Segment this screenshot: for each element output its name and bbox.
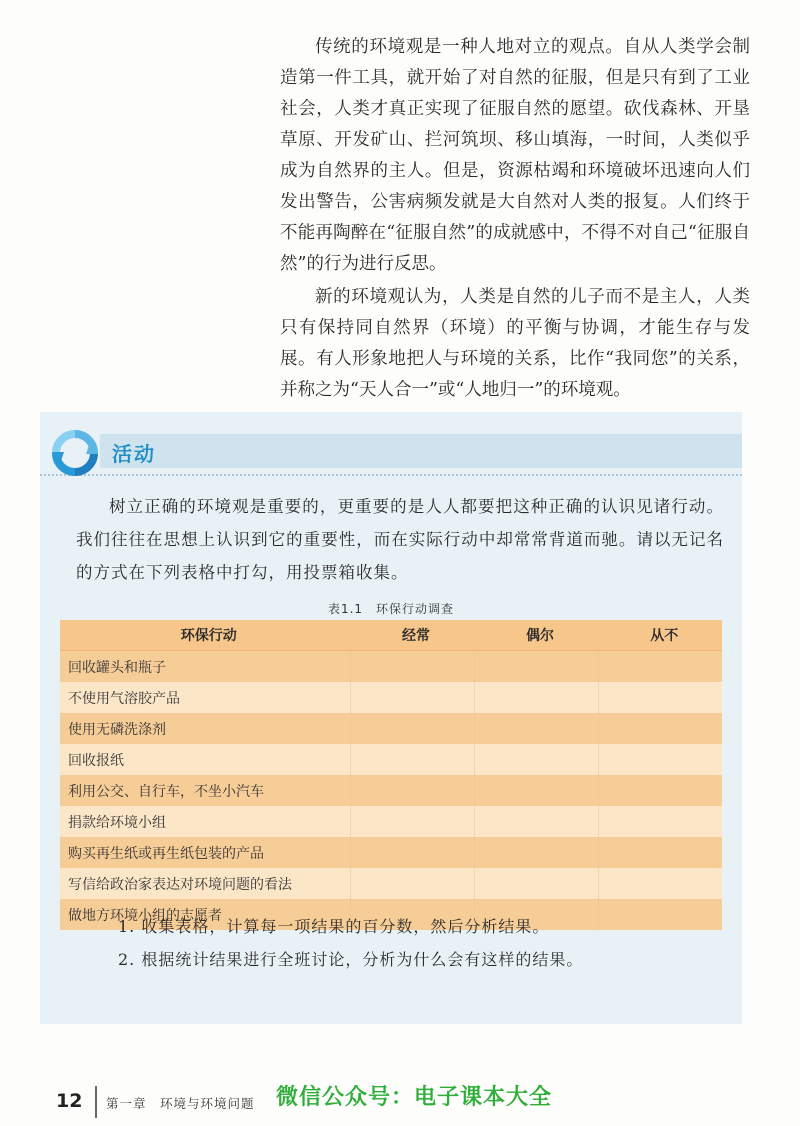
table-row bbox=[60, 868, 722, 899]
activity-header-band bbox=[100, 434, 742, 468]
page-number: 12 bbox=[56, 1090, 83, 1112]
intro-text bbox=[280, 32, 750, 408]
header-sometimes: 偶尔 bbox=[474, 620, 598, 651]
table-header-row bbox=[60, 620, 722, 651]
table-caption: 表1.1 环保行动调查 bbox=[327, 602, 455, 616]
cell-often[interactable] bbox=[350, 806, 474, 837]
cell-never[interactable] bbox=[598, 651, 722, 683]
row-action-label: 使用无磷洗涤剂 bbox=[60, 713, 350, 744]
cell-sometimes[interactable] bbox=[474, 806, 598, 837]
header-often: 经常 bbox=[350, 620, 474, 651]
cell-often[interactable] bbox=[350, 837, 474, 868]
note-item: 1. 收集表格，计算每一项结果的百分数，然后分析结果。 bbox=[118, 917, 550, 936]
row-action-label: 利用公交、自行车，不坐小汽车 bbox=[60, 775, 350, 806]
cell-often[interactable] bbox=[350, 744, 474, 775]
table-row bbox=[60, 744, 722, 775]
chapter-title: 第一章 环境与环境问题 bbox=[106, 1096, 255, 1111]
cell-sometimes[interactable] bbox=[474, 713, 598, 744]
table-row bbox=[60, 837, 722, 868]
activity-header bbox=[40, 428, 742, 474]
table-row bbox=[60, 651, 722, 683]
activity-notes bbox=[118, 910, 718, 976]
table-row bbox=[60, 775, 722, 806]
row-action-label: 回收报纸 bbox=[60, 744, 350, 775]
header-action: 环保行动 bbox=[60, 620, 350, 651]
cell-never[interactable] bbox=[598, 775, 722, 806]
cell-often[interactable] bbox=[350, 651, 474, 683]
survey-table bbox=[60, 620, 722, 930]
table-row bbox=[60, 713, 722, 744]
note-item: 2. 根据统计结果进行全班讨论，分析为什么会有这样的结果。 bbox=[118, 950, 584, 969]
row-action-label: 不使用气溶胶产品 bbox=[60, 682, 350, 713]
cell-never[interactable] bbox=[598, 806, 722, 837]
cell-sometimes[interactable] bbox=[474, 775, 598, 806]
intro-paragraph-2: 新的环境观认为，人类是自然的儿子而不是主人，人类只有保持同自然界（环境）的平衡与协调，才能生存与发展。有人形象地把人与环境的关系，比作“我同您”的关系，并称之为“天人合一”或“人地归一”的环境观。 bbox=[280, 287, 750, 400]
intro-paragraph-1: 传统的环境观是一种人地对立的观点。自从人类学会制造第一件工具，就开始了对自然的征服，但是只有到了工业社会，人类才真正实现了征服自然的愿望。砍伐森林、开垦草原、开发矿山、拦河筑坝、移山填海，一时间，人类似乎成为自然界的主人。但是，资源枯竭和环境破坏迅速向人们发出警告，公害病频发就是大自然对人类的报复。人们终于不能再陶醉在“征服自然”的成就感中，不得不对自己“征服自然”的行为进行反思。 bbox=[280, 37, 750, 274]
row-action-label: 购买再生纸或再生纸包装的产品 bbox=[60, 837, 350, 868]
activity-instructions: 树立正确的环境观是重要的，更重要的是人人都要把这种正确的认识见诸行动。我们往往在思想上认识到它的重要性，而在实际行动中却常常背道而驰。请以无记名的方式在下列表格中打勾，用投票箱收集。 bbox=[76, 497, 724, 582]
row-action-label: 回收罐头和瓶子 bbox=[60, 651, 350, 683]
watermark-text: 微信公众号：电子课本大全 bbox=[276, 1085, 553, 1110]
cell-never[interactable] bbox=[598, 713, 722, 744]
cell-often[interactable] bbox=[350, 868, 474, 899]
cycle-arrows-icon bbox=[50, 428, 100, 478]
cell-sometimes[interactable] bbox=[474, 837, 598, 868]
cell-sometimes[interactable] bbox=[474, 651, 598, 683]
activity-box bbox=[40, 412, 742, 1024]
cell-never[interactable] bbox=[598, 868, 722, 899]
row-action-label: 做地方环境小组的志愿者 bbox=[60, 899, 350, 930]
cell-sometimes[interactable] bbox=[474, 868, 598, 899]
page-footer bbox=[0, 1076, 800, 1126]
activity-title: 活动 bbox=[112, 442, 156, 466]
cell-never[interactable] bbox=[598, 837, 722, 868]
activity-header-divider bbox=[40, 474, 742, 476]
row-action-label: 写信给政治家表达对环境问题的看法 bbox=[60, 868, 350, 899]
footer-divider bbox=[95, 1086, 97, 1118]
cell-often[interactable] bbox=[350, 713, 474, 744]
row-action-label: 捐款给环境小组 bbox=[60, 806, 350, 837]
cell-sometimes[interactable] bbox=[474, 744, 598, 775]
cell-often[interactable] bbox=[350, 682, 474, 713]
header-never: 从不 bbox=[598, 620, 722, 651]
cell-often[interactable] bbox=[350, 775, 474, 806]
cell-sometimes[interactable] bbox=[474, 682, 598, 713]
table-row bbox=[60, 806, 722, 837]
cell-never[interactable] bbox=[598, 682, 722, 713]
cell-never[interactable] bbox=[598, 744, 722, 775]
table-row bbox=[60, 682, 722, 713]
